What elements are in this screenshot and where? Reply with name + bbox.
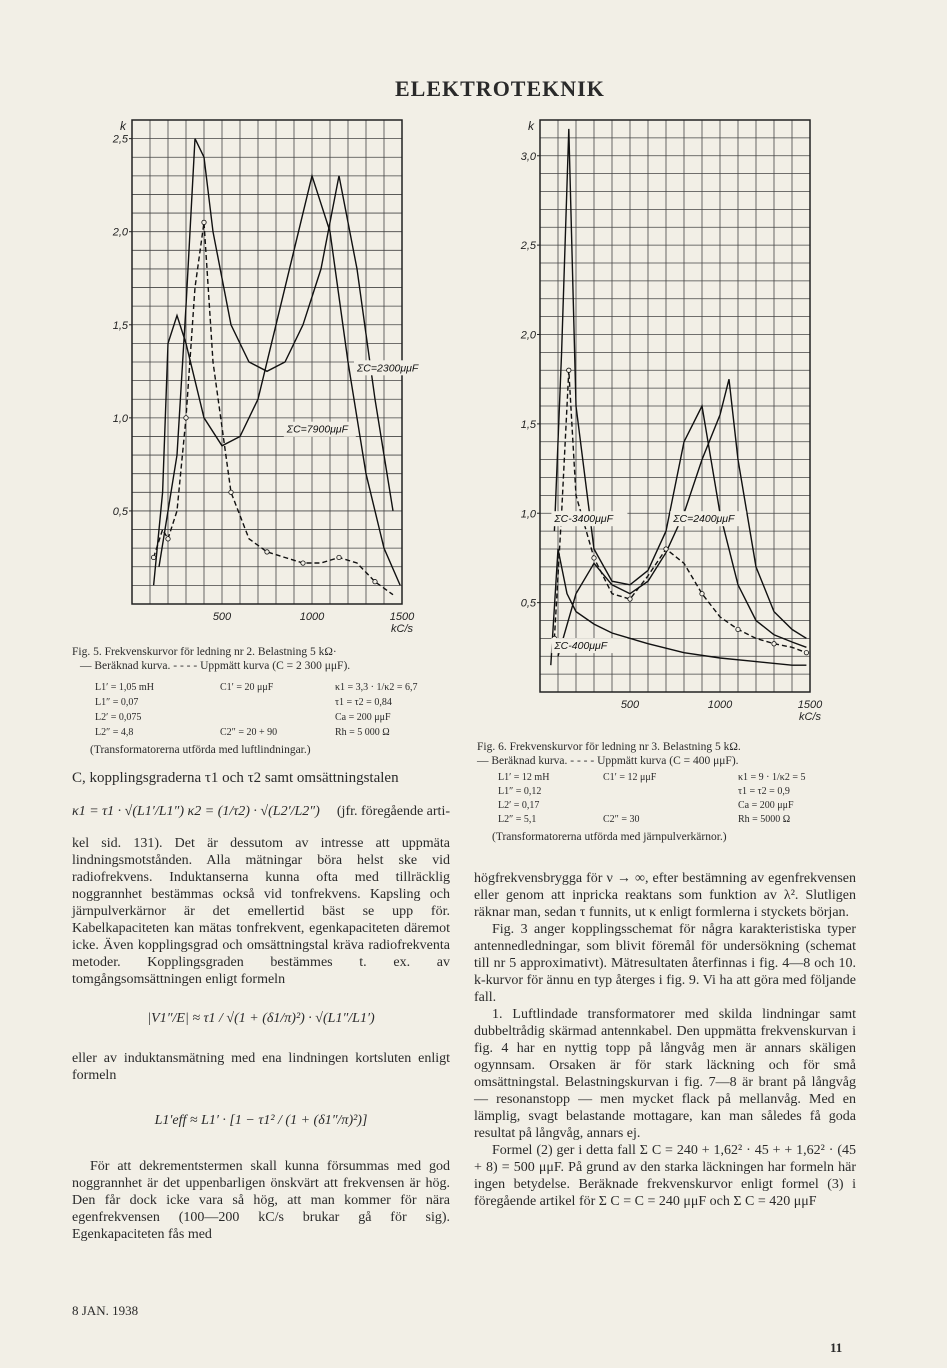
fig5-ytick-label: 0,5: [112, 505, 128, 518]
fig5-eq-kappa: κ1 = 3,3 · 1/κ2 = 6,7: [335, 682, 418, 693]
formula-l1eff: L1′eff ≈ L1′ · [1 − τ1² / (1 + (δ1″/π)²)]: [154, 1113, 368, 1128]
fig5-measured-point: [229, 490, 233, 494]
fig6-eq-rh: Rh = 5000 Ω: [738, 814, 791, 825]
fig6-ytick-label: 1,0: [520, 508, 536, 521]
fig6-annotation-0: ΣC-3400μμF: [554, 513, 614, 526]
fig6-measured-point: [772, 642, 776, 646]
fig5-measured-point: [301, 561, 305, 565]
right-column: [474, 870, 856, 1210]
fig6-measured-point: [628, 597, 632, 601]
left-p3: För att dekrementstermen skall kunna försummas med god noggrannhet är det uppenbarligen önskvärt att frekvensen är hög. Den får dock icke vara så hög, att man kommer för nära egenfrekvensen (100—200 kC/s brukar gå för sig). Egenkapaciteten fås med: [72, 1159, 450, 1242]
right-p3: 1. Luftlindade transformatorer med skilda lindningar samt dubbeltrådig skärmad antennkabel. Den uppmätta frekvenskurvan i fig. 4 har en nyttig topp på långvåg men är annars skäligen ogynnsam. Orsaken är för stark läckning och för små omsättningstal. Belastningskurvan i fig. 7—8 är brant på långvåg — resonanstopp — men mycket flack på mellanvåg. Med en lämplig, svagt belastande mottagare, kan man således få goda resultat på långvåg, annars ej.: [474, 1007, 856, 1141]
fig6-caption-line2: — Beräknad kurva. - - - - Uppmätt kurva (C = 400 μμF).: [477, 755, 739, 767]
fig5-eq-rh: Rh = 5 000 Ω: [335, 727, 390, 738]
fig6-measured-point: [804, 650, 808, 654]
fig6-equations: [498, 772, 858, 828]
fig6-eq-l1p: L1′ = 12 mH: [498, 772, 550, 783]
fig5-caption-line3: (Transformatorerna utförda med luftlindningar.): [90, 744, 311, 756]
fig6-ytick-label: 0,5: [520, 597, 536, 610]
journal-title: ELEKTROTEKNIK: [395, 76, 605, 101]
fig5-eq-tau: τ1 = τ2 = 0,84: [335, 697, 392, 708]
fig5-eq-c1p: C1′ = 20 μμF: [220, 682, 274, 693]
left-p1-line1: C, kopplingsgraderna τ1 och τ2 samt omsättningstalen: [72, 770, 399, 786]
right-p2: Fig. 3 anger kopplingsschemat för några karakteristiska typer antennedledningar, som blivit föremål för undersökning (schemat till nr 5 approximativt). Mätresultaten återfinnas i fig. 4—8 och 10. k-kurvor för ännu en typ återges i fig. 9. Vi ha att göra med följande fall.: [474, 922, 856, 1005]
fig6-measured-point: [567, 368, 571, 372]
fig5-xtick-label: 1000: [299, 611, 325, 623]
fig5-caption-line2: — Beräknad kurva. - - - - Uppmätt kurva (C = 2 300 μμF).: [80, 660, 351, 672]
fig6-ytick-label: 2,0: [520, 329, 536, 342]
fig6-ylabel: k: [528, 119, 534, 133]
fig6-annotation-1: ΣC=2400μμF: [673, 513, 735, 526]
fig6-caption: [477, 740, 897, 768]
formula-kappa-tail: (jfr. föregående arti-: [336, 803, 450, 819]
fig6-eq-c1p: C1′ = 12 μμF: [603, 772, 657, 783]
fig6-eq-c2pp: C2″ = 30: [603, 814, 640, 825]
left-column: [72, 770, 450, 1243]
fig6-xtick-label: 1000: [707, 699, 733, 711]
fig6-measured-point: [736, 627, 740, 631]
fig6-ytick-label: 2,5: [520, 240, 536, 253]
left-p2: eller av induktansmätning med ena lindningen kortsluten enligt formeln: [72, 1051, 450, 1083]
fig6-eq-l1pp: L1″ = 0,12: [498, 786, 542, 797]
fig5-measured-point: [151, 555, 155, 559]
fig6-annotation-2: ΣC-400μμF: [554, 640, 608, 653]
fig6-caption-line3: (Transformatorerna utförda med järnpulverkärnor.): [492, 831, 727, 843]
fig5-ytick-label: 1,5: [112, 319, 128, 332]
fig5-caption: [72, 645, 462, 673]
fig5-measured-point: [166, 537, 170, 541]
fig6-chart: [505, 110, 825, 735]
fig6-measured-point: [664, 547, 668, 551]
fig5-eq-l1p: L1′ = 1,05 mH: [95, 682, 154, 693]
fig6-eq-ca: Ca = 200 μμF: [738, 800, 794, 811]
fig5-ylabel: k: [120, 119, 126, 133]
fig5-ytick-label: 1,0: [112, 412, 128, 425]
fig5-measured-point: [265, 550, 269, 554]
fig5-xlabel: kC/s: [391, 623, 413, 635]
fig6-xlabel: kC/s: [799, 711, 821, 723]
fig6-measured-point: [700, 591, 704, 595]
fig6-eq-kappa: κ1 = 9 · 1/κ2 = 5: [738, 772, 806, 783]
formula-v1: |V1″/E| ≈ τ1 / √(1 + (δ1/π)²) · √(L1″/L1′): [147, 1011, 375, 1026]
fig5-measured-point: [337, 555, 341, 559]
fig6-ytick-label: 1,5: [520, 418, 536, 431]
fig6-ytick-label: 3,0: [520, 150, 536, 163]
formula-kappa: κ1 = τ1 · √(L1′/L1″) κ2 = (1/τ2) · √(L2′/L2″): [72, 803, 320, 819]
fig5-eq-l1pp: L1″ = 0,07: [95, 697, 139, 708]
fig5-series-2: [154, 222, 393, 594]
fig5-measured-point: [184, 416, 188, 420]
fig5-eq-l2p: L2′ = 0,075: [95, 712, 142, 723]
fig6-eq-l2pp: L2″ = 5,1: [498, 814, 537, 825]
fig6-caption-line1: Fig. 6. Frekvenskurvor för ledning nr 3. Belastning 5 kΩ.: [477, 741, 741, 753]
fig5-ytick-label: 2,5: [112, 133, 128, 146]
fig6-eq-l2p: L2′ = 0,17: [498, 800, 540, 811]
right-p1: högfrekvensbrygga för ν → ∞, efter bestämning av egenfrekvensen eller genom att inpricka reaktans som funktion av λ². Slutligen räknar man, sedan τ funnits, ut κ enligt formlerna i styckets början.: [474, 871, 856, 920]
fig6-eq-tau: τ1 = τ2 = 0,9: [738, 786, 790, 797]
fig5-chart: [112, 110, 419, 640]
fig5-eq-c2pp: C2″ = 20 + 90: [220, 727, 278, 738]
fig5-equations: [95, 682, 455, 742]
fig5-eq-l2pp: L2″ = 4,8: [95, 727, 134, 738]
fig5-measured-point: [202, 220, 206, 224]
fig5-annotation-1: ΣC=7900μμF: [286, 423, 349, 436]
fig6-measured-point: [592, 556, 596, 560]
right-p4: Formel (2) ger i detta fall Σ C = 240 + 1,62² · 45 + + 1,62² · (45 + 8) = 500 μμF. På grund av den starka läckningen har formeln här ingen betydelse. Beräknade frekvenskurvor enligt formel (3) i föregående artikel för Σ C = C = 240 μμF och Σ C = 420 μμF: [474, 1143, 856, 1209]
left-p1-rest: kel sid. 131). Det är dessutom av intresse att uppmäta lindningsmotstånden. Alla mätningar böra helst ske vid radiofrekvens. Induktanserna kunna ofta med tillräcklig noggrannhet bestämmas också vid tonfrekvens. Kapsling och järnpulverkärnor är det emellertid bäst se upp för. Kabelkapaciteten kan mätas tonfrekvent, egenkapaciteten däremot icke. Även kopplingsgrad och omsättningstal kräva radiofrekventa metoder. Kopplingsgraden bestämmes t. ex. av tomgångsomsättningen enligt formeln: [72, 836, 450, 987]
footer-date: 8 JAN. 1938: [72, 1303, 139, 1318]
fig5-eq-ca: Ca = 200 μμF: [335, 712, 391, 723]
page-number: 11: [830, 1340, 843, 1355]
fig5-ytick-label: 2,0: [112, 226, 128, 239]
fig5-xtick-label: 1500: [389, 611, 415, 623]
fig5-measured-point: [373, 579, 377, 583]
fig5-xtick-label: 500: [212, 611, 232, 623]
fig6-xtick-label: 1500: [797, 699, 823, 711]
fig6-xtick-label: 500: [620, 699, 640, 711]
fig5-caption-line1: Fig. 5. Frekvenskurvor för ledning nr 2. Belastning 5 kΩ·: [72, 646, 337, 658]
fig5-annotation-0: ΣC=2300μμF: [357, 362, 419, 375]
